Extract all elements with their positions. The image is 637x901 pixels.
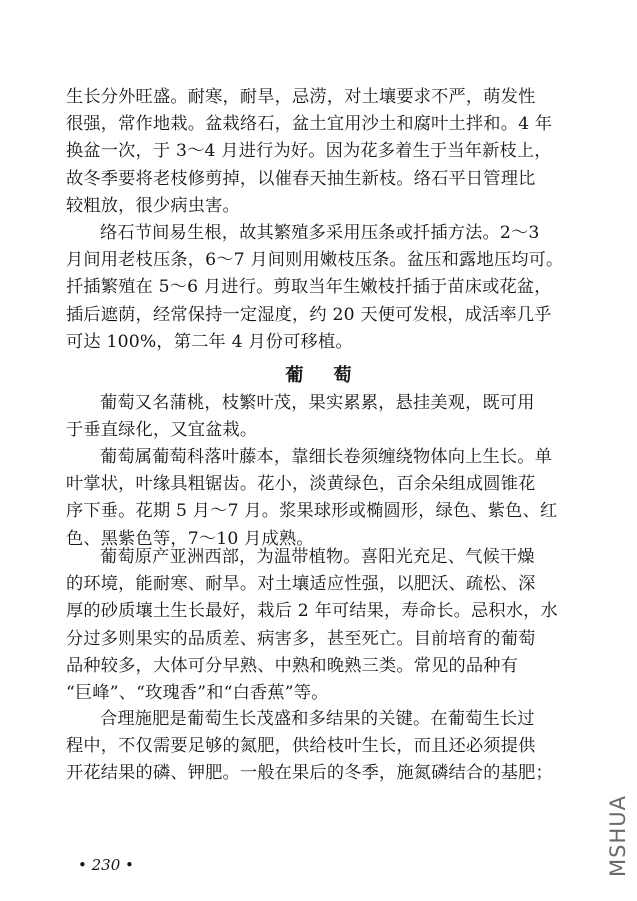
text-line: 厚的砂质壤土生长最好，栽后 2 年可结果，寿命长。忌积水，水 (66, 601, 558, 622)
text-line: 开花结果的磷、钾肥。一般在果后的冬季，施氮磷结合的基肥； (66, 763, 553, 784)
watermark (603, 782, 633, 890)
text-line: 葡萄属葡萄科落叶藤本，靠细长卷须缠绕物体向上生长。单 (100, 447, 553, 467)
watermark-text: MSHUA (606, 795, 631, 877)
page-number: • 230 • (78, 856, 134, 874)
text-line: 月间用老枝压条，6～7 月间则用嫩枝压条。盆压和露地压均可。 (66, 250, 564, 271)
text-line: 故冬季要将老枝修剪掉，以催春天抽生新枝。络石平日管理比 (66, 168, 536, 189)
text-line: 很强，常作地栽。盆栽络石，盆土宜用沙土和腐叶土拌和。4 年 (66, 114, 553, 135)
text-line: 色、黑紫色等，7～10 月成熟。 (66, 528, 314, 549)
paragraph-grape-intro (66, 390, 586, 444)
text-line: 于垂直绿化，又宜盆栽。 (66, 420, 258, 441)
section-title: 葡萄 (285, 365, 382, 386)
text-line: 的环境，能耐寒、耐旱。对土壤适应性强，以肥沃、疏松、深 (66, 574, 536, 595)
text-line: 络石节间易生根，故其繁殖多采用压条或扦插方法。2～3 (100, 223, 540, 243)
text-line: 换盆一次，于 3～4 月进行为好。因为花多着生于当年新枝上， (66, 141, 552, 162)
text-line: “巨峰”、“玫瑰香”和“白香蕉”等。 (66, 682, 329, 703)
text-line: 合理施肥是葡萄生长茂盛和多结果的关键。在葡萄生长过 (100, 709, 535, 729)
paragraph-grape-morphology (66, 444, 586, 553)
text-line: 可达 100%，第二年 4 月份可移植。 (66, 331, 353, 352)
paragraph-luoshi-propagation (66, 220, 586, 356)
paragraph-luoshi-cultivation (66, 84, 586, 220)
text-line: 叶掌状，叶缘具粗锯齿。花小，淡黄绿色，百余朵组成圆锥花 (66, 474, 536, 495)
paragraph-grape-fertilizing (66, 706, 586, 788)
text-line: 葡萄原产亚洲西部，为温带植物。喜阳光充足、气候干燥 (100, 547, 535, 567)
text-line: 序下垂。花期 5 月～7 月。浆果球形或椭圆形，绿色、紫色、红 (66, 501, 558, 522)
text-line: 生长分外旺盛。耐寒，耐旱，忌涝，对土壤要求不严，萌发性 (66, 87, 536, 107)
text-line: 葡萄又名蒲桃，枝繁叶茂，果实累累，悬挂美观，既可用 (100, 393, 535, 413)
text-line: 程中，不仅需要足够的氮肥，供给枝叶生长，而且还必须提供 (66, 736, 536, 757)
text-line: 插后遮荫，经常保持一定湿度，约 20 天便可发根，成活率几乎 (66, 304, 552, 325)
text-line: 分过多则果实的品质差、病害多，甚至死亡。目前培育的葡萄 (66, 628, 536, 649)
paragraph-grape-habitat (66, 544, 586, 707)
text-line: 扦插繁殖在 5～6 月进行。剪取当年生嫩枝扦插于苗床或花盆， (66, 277, 552, 298)
text-line: 品种较多，大体可分早熟、中熟和晚熟三类。常见的品种有 (66, 655, 519, 676)
text-line: 较粗放，很少病虫害。 (66, 195, 240, 216)
